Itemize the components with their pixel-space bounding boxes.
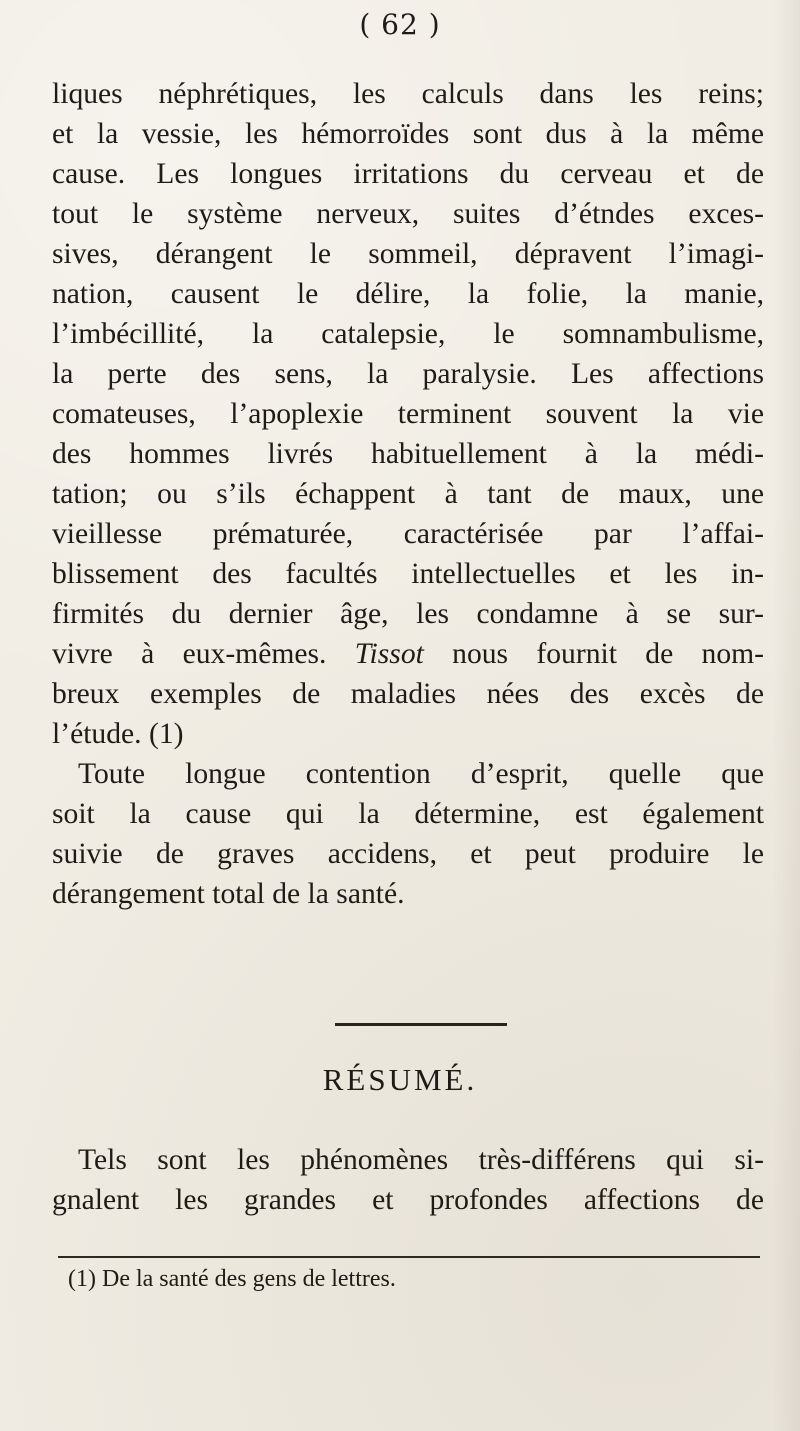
text-line: tation; ou s’ils échappent à tant de maux, une [52,478,764,510]
text-line: nation, causent le délire, la folie, la manie, [52,278,764,310]
text-line: cause. Les longues irritations du cerveau et de [52,158,764,190]
tissot-line-prefix: vivre à eux-mêmes. [52,638,355,670]
text-line: breux exemples de maladies nées des excès de [52,678,764,710]
resume-line: Tels sont les phénomènes très-différens qui si- [78,1144,764,1176]
tissot-line-suffix: nous fournit de nom- [423,638,764,670]
text-line: l’imbécillité, la catalepsie, le somnambulisme, [52,318,764,350]
text-line-tissot [52,634,764,674]
main-text [52,74,764,914]
text-line: l’étude. (1) [52,718,184,750]
section-divider-rule [335,1023,507,1026]
text-line: tout le système nerveux, suites d’étndes exces- [52,198,764,230]
footnote-rule [58,1256,760,1258]
text-line: comateuses, l’apoplexie terminent souvent la vie [52,398,764,430]
paragraph-two-line: soit la cause qui la détermine, est également [52,798,764,830]
text-line: la perte des sens, la paralysie. Les affections [52,358,764,390]
page-number: ( 62 ) [359,8,441,41]
text-line: vieillesse prématurée, caractérisée par l’affai- [52,518,764,550]
author-name: Tissot [354,638,424,670]
paragraph-two-line: suivie de graves accidens, et peut produire le [52,838,764,870]
page-edge-shadow [772,0,800,1431]
text-line: des hommes livrés habituellement à la médi- [52,438,764,470]
text-line: liques néphrétiques, les calculs dans les reins; [52,78,764,110]
text-line: blissement des facultés intellectuelles et les in- [52,558,764,590]
text-line: et la vessie, les hémorroïdes sont dus à la même [52,118,764,150]
footnote: (1) De la santé des gens de lettres. [68,1266,396,1292]
text-line: firmités du dernier âge, les condamne à se sur- [52,598,764,630]
paragraph-two-line: Toute longue contention d’esprit, quelle que [78,758,764,790]
resume-line: gnalent les grandes et profondes affections de [52,1184,764,1216]
resume-text [52,1141,764,1221]
text-line: sives, dérangent le sommeil, dépravent l’imagi- [52,238,764,270]
paragraph-two-line: dérangement total de la santé. [52,878,405,910]
section-title: RÉSUMÉ. [322,1062,478,1097]
